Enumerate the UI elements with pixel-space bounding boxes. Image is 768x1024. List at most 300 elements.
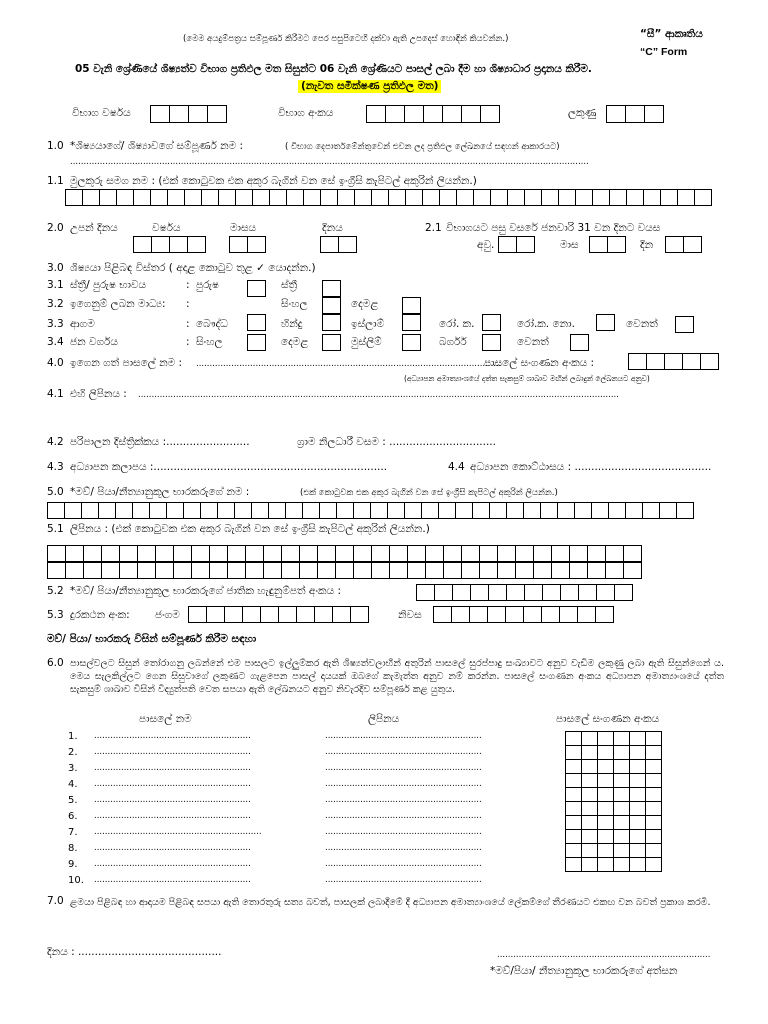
ethnicity-other-checkbox[interactable] — [570, 334, 589, 351]
char-box[interactable] — [473, 189, 491, 206]
char-box[interactable] — [388, 189, 406, 206]
char-box[interactable] — [416, 584, 435, 601]
char-box[interactable] — [332, 606, 351, 623]
char-box[interactable] — [541, 606, 560, 623]
preference-address-field[interactable]: .......................................................... — [325, 827, 482, 837]
char-box[interactable] — [677, 189, 695, 206]
census-grid-cell[interactable] — [614, 802, 630, 816]
census-grid-cell[interactable] — [630, 830, 646, 844]
char-box[interactable] — [560, 584, 579, 601]
char-box[interactable] — [559, 606, 578, 623]
census-grid-cell[interactable] — [630, 760, 646, 774]
char-box[interactable] — [461, 562, 480, 579]
char-box[interactable] — [524, 584, 543, 601]
char-box[interactable] — [234, 502, 252, 519]
char-box[interactable] — [209, 545, 228, 562]
char-box[interactable] — [407, 562, 426, 579]
char-box[interactable] — [191, 545, 210, 562]
char-box[interactable] — [439, 189, 457, 206]
char-box[interactable] — [551, 562, 570, 579]
char-box[interactable] — [623, 545, 642, 562]
census-grid-cell[interactable] — [582, 760, 598, 774]
religion-islam-checkbox[interactable] — [402, 314, 421, 331]
preference-address-field[interactable]: .......................................................... — [325, 747, 482, 757]
char-box[interactable] — [425, 562, 444, 579]
char-box[interactable] — [166, 502, 184, 519]
char-box[interactable] — [443, 562, 462, 579]
char-box[interactable] — [542, 584, 561, 601]
char-box[interactable] — [523, 606, 542, 623]
census-grid-cell[interactable] — [566, 788, 582, 802]
char-box[interactable] — [623, 562, 642, 579]
char-box[interactable] — [337, 189, 355, 206]
census-grid-cell[interactable] — [646, 802, 662, 816]
preference-school-name-field[interactable]: .......................................................... — [94, 763, 251, 773]
census-grid-cell[interactable] — [582, 788, 598, 802]
char-box[interactable] — [252, 189, 270, 206]
char-box[interactable] — [609, 189, 627, 206]
char-box[interactable] — [320, 189, 338, 206]
age-months-boxes[interactable] — [589, 236, 625, 253]
char-box[interactable] — [119, 562, 138, 579]
char-box[interactable] — [263, 562, 282, 579]
preference-school-name-field[interactable]: .......................................................... — [94, 795, 251, 805]
char-box[interactable] — [83, 562, 102, 579]
char-box[interactable] — [137, 545, 156, 562]
char-box[interactable] — [224, 606, 243, 623]
char-box[interactable] — [659, 502, 677, 519]
char-box[interactable] — [317, 562, 336, 579]
char-box[interactable] — [614, 584, 633, 601]
char-box[interactable] — [533, 562, 552, 579]
char-box[interactable] — [404, 502, 422, 519]
char-box[interactable] — [200, 502, 218, 519]
char-box[interactable] — [303, 189, 321, 206]
religion-buddhist-checkbox[interactable] — [247, 314, 266, 331]
preference-school-name-field[interactable]: .......................................................... — [94, 875, 251, 885]
census-grid-cell[interactable] — [566, 746, 582, 760]
char-box[interactable] — [626, 189, 644, 206]
char-box[interactable] — [577, 606, 596, 623]
char-box[interactable] — [505, 606, 524, 623]
religion-other-checkbox[interactable] — [675, 316, 694, 333]
census-grid-cell[interactable] — [646, 774, 662, 788]
char-box[interactable] — [353, 502, 371, 519]
census-grid-cell[interactable] — [614, 830, 630, 844]
census-grid-cell[interactable] — [566, 802, 582, 816]
char-box[interactable] — [575, 189, 593, 206]
char-box[interactable] — [596, 584, 615, 601]
census-grid-cell[interactable] — [646, 858, 662, 872]
char-box[interactable] — [115, 502, 133, 519]
gn-division-label[interactable]: ග්‍රාම නිලධාරී වසම : ................................ — [297, 436, 496, 448]
char-box[interactable] — [98, 502, 116, 519]
date-field[interactable]: දිනය : ........................................... — [47, 946, 222, 958]
school-address-dots[interactable]: .................................................................................................................................................................................. — [138, 390, 619, 400]
census-grid-cell[interactable] — [646, 844, 662, 858]
census-grid-cell[interactable] — [630, 746, 646, 760]
preference-school-name-field[interactable]: .......................................................... — [94, 859, 251, 869]
char-box[interactable] — [83, 545, 102, 562]
char-box[interactable] — [335, 545, 354, 562]
preference-school-name-field[interactable]: .......................................................... — [94, 747, 251, 757]
char-box[interactable] — [64, 502, 82, 519]
char-box[interactable] — [569, 545, 588, 562]
char-box[interactable] — [137, 562, 156, 579]
char-box[interactable] — [47, 562, 66, 579]
char-box[interactable] — [497, 562, 516, 579]
char-box[interactable] — [587, 562, 606, 579]
census-number-grid[interactable] — [565, 731, 662, 872]
char-box[interactable] — [218, 189, 236, 206]
char-box[interactable] — [260, 606, 279, 623]
char-box[interactable] — [451, 606, 470, 623]
char-box[interactable] — [591, 502, 609, 519]
char-box[interactable] — [389, 562, 408, 579]
char-box[interactable] — [488, 584, 507, 601]
char-box[interactable] — [206, 606, 225, 623]
s4-3-label[interactable]: අධ්‍යාපන කලාපය :...................................................................... — [70, 461, 388, 473]
char-box[interactable] — [371, 545, 390, 562]
char-box[interactable] — [302, 502, 320, 519]
char-box[interactable] — [605, 562, 624, 579]
dob-year-boxes[interactable] — [133, 236, 205, 253]
census-grid-cell[interactable] — [566, 844, 582, 858]
char-box[interactable] — [479, 545, 498, 562]
char-box[interactable] — [587, 545, 606, 562]
census-grid-cell[interactable] — [646, 732, 662, 746]
char-box[interactable] — [227, 562, 246, 579]
ethnicity-sinhala-checkbox[interactable] — [247, 334, 266, 351]
char-box[interactable] — [625, 502, 643, 519]
char-box[interactable] — [592, 189, 610, 206]
char-box[interactable] — [353, 545, 372, 562]
char-box[interactable] — [524, 189, 542, 206]
char-box[interactable] — [452, 584, 471, 601]
char-box[interactable] — [541, 189, 559, 206]
gender-male-checkbox[interactable] — [247, 280, 266, 297]
char-box[interactable] — [350, 606, 369, 623]
char-box[interactable] — [438, 502, 456, 519]
medium-tamil-checkbox[interactable] — [402, 297, 421, 314]
census-grid-cell[interactable] — [582, 830, 598, 844]
census-no-note: (අධ්‍යාපන අමාත්‍යාංශයේ දත්ත සැකසුම් ශාඛාව මඟින් ලබාදුන් ලේඛනයට අනුව) — [404, 374, 650, 383]
char-box[interactable] — [540, 502, 558, 519]
ethnicity-burgher-checkbox[interactable] — [482, 334, 501, 351]
char-box[interactable] — [558, 189, 576, 206]
char-box[interactable] — [319, 502, 337, 519]
preference-school-name-field[interactable]: .......................................................... — [94, 779, 251, 789]
s4-2-label[interactable]: පරිපාලන දිස්ත්‍රික්කය :......................... — [70, 436, 250, 448]
char-box[interactable] — [65, 189, 83, 206]
census-grid-cell[interactable] — [582, 732, 598, 746]
char-box[interactable] — [569, 562, 588, 579]
char-box[interactable] — [155, 562, 174, 579]
char-box[interactable] — [523, 502, 541, 519]
census-grid-cell[interactable] — [598, 802, 614, 816]
char-box[interactable] — [317, 545, 336, 562]
char-box[interactable] — [407, 545, 426, 562]
char-box[interactable] — [472, 502, 490, 519]
initials-name-boxes[interactable] — [65, 189, 711, 206]
char-box[interactable] — [433, 606, 452, 623]
char-box[interactable] — [47, 545, 66, 562]
char-box[interactable] — [489, 502, 507, 519]
char-box[interactable] — [173, 562, 192, 579]
ethnicity-tamil-checkbox[interactable] — [322, 334, 341, 351]
char-box[interactable] — [209, 562, 228, 579]
census-grid-cell[interactable] — [566, 858, 582, 872]
nic-boxes[interactable] — [416, 584, 632, 601]
char-box[interactable] — [533, 545, 552, 562]
parent-section-heading: මව්/ පියා/ භාරකරු විසින් සම්පූර්ණ කිරීම සඳහා — [47, 633, 257, 645]
s3-3-colon: : — [186, 318, 190, 330]
census-grid-cell[interactable] — [582, 774, 598, 788]
census-grid-cell[interactable] — [630, 858, 646, 872]
s1-0-dots[interactable]: ................................................................................................................................................................................................ — [70, 157, 589, 167]
home-phone-boxes[interactable] — [433, 606, 613, 623]
char-box[interactable] — [371, 562, 390, 579]
preference-address-field[interactable]: .......................................................... — [325, 843, 482, 853]
char-box[interactable] — [245, 562, 264, 579]
char-box[interactable] — [217, 502, 235, 519]
char-box[interactable] — [296, 606, 315, 623]
char-box[interactable] — [133, 189, 151, 206]
char-box[interactable] — [116, 189, 134, 206]
char-box[interactable] — [506, 584, 525, 601]
char-box[interactable] — [132, 502, 150, 519]
char-box[interactable] — [299, 562, 318, 579]
census-grid-cell[interactable] — [630, 816, 646, 830]
parent-address-boxes-1[interactable] — [47, 545, 641, 562]
census-no-boxes[interactable] — [628, 353, 718, 370]
char-box[interactable] — [119, 545, 138, 562]
census-grid-cell[interactable] — [646, 830, 662, 844]
char-box[interactable] — [389, 545, 408, 562]
census-grid-cell[interactable] — [582, 816, 598, 830]
census-grid-cell[interactable] — [566, 816, 582, 830]
preference-address-field[interactable]: .......................................................... — [325, 795, 482, 805]
census-grid-cell[interactable] — [582, 746, 598, 760]
char-box[interactable] — [286, 189, 304, 206]
char-box[interactable] — [405, 189, 423, 206]
char-box[interactable] — [191, 562, 210, 579]
census-grid-cell[interactable] — [614, 760, 630, 774]
preference-address-field[interactable]: .......................................................... — [325, 875, 482, 885]
census-grid-cell[interactable] — [598, 788, 614, 802]
char-box[interactable] — [278, 606, 297, 623]
parent-address-boxes-2[interactable] — [47, 562, 641, 579]
char-box[interactable] — [251, 502, 269, 519]
char-box[interactable] — [506, 502, 524, 519]
char-box[interactable] — [285, 502, 303, 519]
char-box[interactable] — [421, 502, 439, 519]
parent-name-boxes[interactable] — [47, 502, 693, 519]
char-box[interactable] — [434, 584, 453, 601]
index-no-boxes[interactable] — [366, 105, 499, 123]
age-days-boxes[interactable] — [665, 236, 701, 253]
mobile-boxes[interactable] — [188, 606, 368, 623]
preference-address-field[interactable]: .......................................................... — [325, 859, 482, 869]
religion-hindu-checkbox[interactable] — [322, 314, 341, 331]
ethnicity-muslim-checkbox[interactable] — [402, 334, 421, 351]
census-grid-cell[interactable] — [598, 774, 614, 788]
char-box[interactable] — [643, 189, 661, 206]
preference-school-name-field[interactable]: .......................................................... — [94, 811, 251, 821]
census-grid-cell[interactable] — [614, 816, 630, 830]
char-box[interactable] — [65, 562, 84, 579]
preference-address-field[interactable]: .......................................................... — [325, 779, 482, 789]
char-box[interactable] — [605, 545, 624, 562]
char-box[interactable] — [660, 189, 678, 206]
census-grid-cell[interactable] — [614, 788, 630, 802]
char-box[interactable] — [183, 502, 201, 519]
census-grid-cell[interactable] — [582, 858, 598, 872]
char-box[interactable] — [81, 502, 99, 519]
gender-female-checkbox[interactable] — [322, 280, 341, 297]
char-box[interactable] — [443, 545, 462, 562]
medium-sinhala-checkbox[interactable] — [322, 297, 341, 314]
census-grid-cell[interactable] — [630, 788, 646, 802]
char-box[interactable] — [173, 545, 192, 562]
preference-school-name-field[interactable]: .......................................................... — [94, 731, 251, 741]
census-grid-cell[interactable] — [582, 844, 598, 858]
char-box[interactable] — [201, 189, 219, 206]
char-box[interactable] — [642, 502, 660, 519]
census-grid-cell[interactable] — [582, 802, 598, 816]
preference-school-name-field[interactable]: .......................................................... — [94, 843, 251, 853]
census-grid-cell[interactable] — [614, 774, 630, 788]
char-box[interactable] — [455, 502, 473, 519]
census-grid-cell[interactable] — [646, 816, 662, 830]
census-grid-cell[interactable] — [566, 774, 582, 788]
char-box[interactable] — [551, 545, 570, 562]
census-grid-cell[interactable] — [646, 788, 662, 802]
s4-4-label[interactable]: අධ්‍යාපන කොට්ඨාසය : ......................................... — [470, 461, 712, 473]
char-box[interactable] — [227, 545, 246, 562]
char-box[interactable] — [370, 502, 388, 519]
preference-address-field[interactable]: .......................................................... — [325, 731, 482, 741]
religion-rc-checkbox[interactable] — [482, 314, 501, 331]
char-box[interactable] — [242, 606, 261, 623]
exam-year-boxes[interactable] — [150, 105, 226, 123]
census-grid-cell[interactable] — [646, 760, 662, 774]
char-box[interactable] — [497, 545, 516, 562]
char-box[interactable] — [422, 189, 440, 206]
char-box[interactable] — [694, 189, 712, 206]
census-grid-cell[interactable] — [630, 732, 646, 746]
char-box[interactable] — [336, 502, 354, 519]
char-box[interactable] — [47, 502, 65, 519]
char-box[interactable] — [99, 189, 117, 206]
preference-address-field[interactable]: .......................................................... — [325, 763, 482, 773]
religion-nonrc-checkbox[interactable] — [596, 314, 615, 331]
census-grid-cell[interactable] — [630, 844, 646, 858]
census-grid-cell[interactable] — [566, 732, 582, 746]
char-box[interactable] — [65, 545, 84, 562]
census-grid-cell[interactable] — [598, 746, 614, 760]
char-box[interactable] — [167, 189, 185, 206]
char-box[interactable] — [335, 562, 354, 579]
char-box[interactable] — [574, 502, 592, 519]
census-grid-cell[interactable] — [614, 858, 630, 872]
char-box[interactable] — [149, 502, 167, 519]
char-box[interactable] — [281, 545, 300, 562]
char-box[interactable] — [245, 545, 264, 562]
census-grid-cell[interactable] — [566, 760, 582, 774]
char-box[interactable] — [101, 545, 120, 562]
char-box[interactable] — [184, 189, 202, 206]
char-box[interactable] — [469, 606, 488, 623]
census-grid-cell[interactable] — [566, 830, 582, 844]
char-box[interactable] — [281, 562, 300, 579]
census-grid-cell[interactable] — [646, 746, 662, 760]
char-box[interactable] — [263, 545, 282, 562]
char-box[interactable] — [608, 502, 626, 519]
char-box[interactable] — [487, 606, 506, 623]
char-box[interactable] — [479, 562, 498, 579]
char-box[interactable] — [82, 189, 100, 206]
char-box[interactable] — [557, 502, 575, 519]
char-box[interactable] — [299, 545, 318, 562]
char-box[interactable] — [354, 189, 372, 206]
preference-address-field[interactable]: .......................................................... — [325, 811, 482, 821]
char-box[interactable] — [268, 502, 286, 519]
char-box[interactable] — [507, 189, 525, 206]
char-box[interactable] — [425, 545, 444, 562]
char-box[interactable] — [269, 189, 287, 206]
marks-boxes[interactable] — [606, 105, 663, 123]
census-grid-cell[interactable] — [598, 732, 614, 746]
char-box[interactable] — [150, 189, 168, 206]
char-box[interactable] — [371, 189, 389, 206]
char-box[interactable] — [235, 189, 253, 206]
preference-school-name-field[interactable]: .............................................................. — [94, 827, 262, 837]
census-grid-cell[interactable] — [598, 858, 614, 872]
char-box[interactable] — [353, 562, 372, 579]
char-box[interactable] — [595, 606, 614, 623]
char-box[interactable] — [490, 189, 508, 206]
census-grid-cell[interactable] — [630, 802, 646, 816]
char-box[interactable] — [515, 562, 534, 579]
census-grid-cell[interactable] — [598, 760, 614, 774]
age-years-boxes[interactable] — [498, 236, 534, 253]
char-box[interactable] — [456, 189, 474, 206]
char-box[interactable] — [101, 562, 120, 579]
census-grid-cell[interactable] — [614, 746, 630, 760]
census-grid-cell[interactable] — [598, 830, 614, 844]
char-box[interactable] — [314, 606, 333, 623]
char-box[interactable] — [515, 545, 534, 562]
census-grid-cell[interactable] — [614, 844, 630, 858]
char-box[interactable] — [387, 502, 405, 519]
school-name-dots[interactable]: ................................................................................................................. — [196, 359, 502, 369]
char-box[interactable] — [578, 584, 597, 601]
census-grid-cell[interactable] — [630, 774, 646, 788]
signature-line[interactable]: ............................................................................... — [497, 950, 711, 960]
census-grid-cell[interactable] — [614, 732, 630, 746]
char-box[interactable] — [155, 545, 174, 562]
char-box[interactable] — [470, 584, 489, 601]
char-box[interactable] — [676, 502, 694, 519]
char-box[interactable] — [188, 606, 207, 623]
char-box[interactable] — [461, 545, 480, 562]
dob-month-boxes[interactable] — [229, 236, 265, 253]
col-census-no: පාසලේ සංගණන අංකය — [556, 713, 660, 725]
census-grid-cell[interactable] — [598, 844, 614, 858]
dob-day-boxes[interactable] — [320, 236, 356, 253]
census-grid-cell[interactable] — [598, 816, 614, 830]
